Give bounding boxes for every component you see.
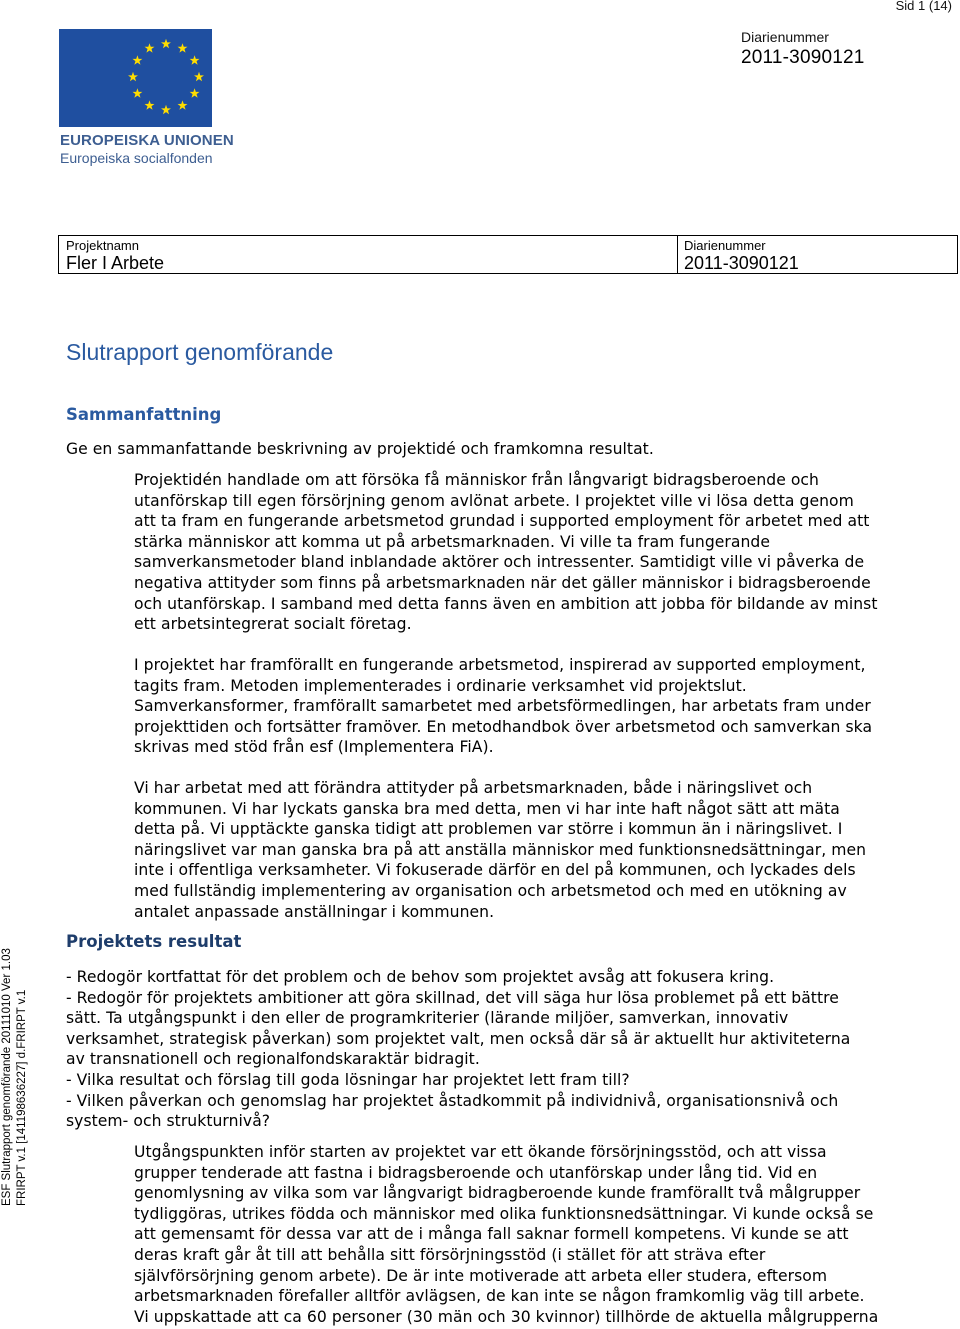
side-text-line2: FRIRPT v.1 [141198636227] d.FRIRPT v.1 xyxy=(16,989,28,1206)
text-line: självförsörjning genom arbete). De är inte motiverade att arbeta eller studera, eftersom xyxy=(134,1266,828,1285)
text-line: detta på. Vi upptäckte ganska tidigt att problemen var större i kommun än i näringslivet. I xyxy=(134,820,843,839)
instruction-line: av transnationell och regionalfondskaraktär bidragit. xyxy=(66,1050,480,1069)
text-line: negativa attityder som finns på arbetsmarknaden när det gäller människor i bidragsberoende xyxy=(134,573,871,592)
summary-paragraph-3 xyxy=(134,778,954,922)
sammanfattning-lead: Ge en sammanfattande beskrivning av projektidé och framkomna resultat. xyxy=(66,440,654,458)
eu-flag-logo xyxy=(59,29,212,127)
text-line: tagits fram. Metoden implementerades i ordinarie verksamhet vid projektslut. xyxy=(134,676,747,695)
text-line: inte i offentliga verksamheter. Vi fokuserade därför en del på kommunen, och lyckades dels xyxy=(134,861,856,880)
text-line: tydliggöras, utrikes födda och människor med olika funktionsnedsättningar. Vi kunde också se xyxy=(134,1204,874,1223)
page-number: Sid 1 (14) xyxy=(895,0,952,13)
instruction-line: verksamhet, strategisk påverkan) som projektet valt, men också där så är aktuellt hur aktiviteterna xyxy=(66,1029,851,1048)
star-icon xyxy=(145,100,155,109)
text-line: ett arbetsintegrerat socialt företag. xyxy=(134,615,412,634)
text-line: skrivas med stöd från esf (Implementera FiA). xyxy=(134,738,494,757)
box-diarienummer-value: 2011-3090121 xyxy=(684,253,799,273)
star-icon xyxy=(194,72,204,81)
text-line: Projektidén handlade om att försöka få människor från långvarigt bidragsberoende och xyxy=(134,471,819,489)
text-line: samverkansmetoder bland inblandade aktörer och intressenter. Samtidigt ville vi påverka de xyxy=(134,553,865,572)
box-diarienummer-label: Diarienummer xyxy=(684,238,766,253)
diarienummer-value: 2011-3090121 xyxy=(741,47,865,68)
instruction-line: system- och strukturnivå? xyxy=(66,1112,271,1131)
text-line: med fullständig implementering av organisation och arbetsmetod och med en utökning av xyxy=(134,881,847,900)
text-line: stärka människor att komma ut på arbetsmarknaden. Vi ville ta fram fungerande xyxy=(134,532,771,551)
eu-logo-text xyxy=(60,132,234,167)
text-line: arbetsmarknaden förefaller alltför avlägsen, de kan inte se någon framkomlig väg till arbete. xyxy=(134,1287,865,1306)
text-line: Vi har arbetat med att förändra attityder på arbetsmarknaden, både i näringslivet och xyxy=(134,779,813,797)
header-diarienummer xyxy=(741,29,865,69)
star-icon xyxy=(190,55,200,64)
document-title: Slutrapport genomförande xyxy=(66,339,334,365)
text-line: att ta fram en fungerande arbetsmetod grundad i supported employment för arbetet med att xyxy=(134,512,870,531)
star-icon xyxy=(190,88,200,97)
summary-paragraph-1 xyxy=(134,470,954,635)
text-line: att gemensamt för dessa var att de i många fall saknar formell kompetens. Vi kunde se att xyxy=(134,1225,849,1244)
instruction-line: - Vilka resultat och förslag till goda lösningar har projektet lett fram till? xyxy=(66,1070,630,1089)
star-icon xyxy=(161,39,171,48)
eu-logo-line1: EUROPEISKA UNIONEN xyxy=(60,132,234,149)
diarienummer-cell xyxy=(678,236,957,273)
star-icon xyxy=(161,105,171,114)
star-icon xyxy=(178,100,188,109)
summary-paragraph-2 xyxy=(134,655,954,758)
star-icon xyxy=(132,88,142,97)
text-line: Samverkansformer, framförallt samarbetet med arbetsförmedlingen, har arbetats fram under xyxy=(134,697,871,716)
instruction-line: sätt. Ta utgångspunkt i den eller de programkriterier (lärande miljöer, samverkan, innovativ xyxy=(66,1009,789,1028)
text-line: kommunen. Vi har lyckats ganska bra med detta, men vi har inte haft något sätt att mäta xyxy=(134,799,840,818)
text-line: I projektet har framförallt en fungerande arbetsmetod, inspirerad av supported employment, xyxy=(134,656,866,674)
star-icon xyxy=(128,72,138,81)
text-line: projekttiden och fortsätter framöver. En metodhandbok över arbetsmetod och samverkan ska xyxy=(134,717,873,736)
sammanfattning-heading: Sammanfattning xyxy=(66,405,222,424)
resultat-heading: Projektets resultat xyxy=(66,932,242,951)
star-icon xyxy=(145,43,155,52)
text-line: utanförskap till egen försörjning genom avlönat arbete. I projektet ville vi lösa detta genom xyxy=(134,491,854,510)
project-info-box xyxy=(58,235,958,274)
resultat-paragraph xyxy=(134,1142,954,1327)
eu-stars-icon xyxy=(59,29,212,127)
text-line: Utgångspunkten inför starten av projektet var ett ökande försörjningsstöd, och att vissa xyxy=(134,1143,827,1161)
eu-logo-line2: Europeiska socialfonden xyxy=(60,150,213,166)
text-line: deras kraft går åt till att behålla sitt försörjningsstöd (i stället för att sträva efter xyxy=(134,1245,766,1264)
side-margin-text xyxy=(0,948,30,1206)
text-line: näringslivet var man ganska bra på att anställa människor med funktionsnedsättningar, men xyxy=(134,840,867,859)
side-text-line1: ESF Slutrapport genomförande 20111010 Ver 1.03 xyxy=(1,948,13,1206)
text-line: och utanförskap. I samband med detta fanns även en ambition att jobba för bildande av minst xyxy=(134,594,878,613)
text-line: Vi uppskattade att ca 60 personer (30 män och 30 kvinnor) tillhörde de aktuella målgrupperna xyxy=(134,1307,879,1326)
resultat-instructions xyxy=(66,967,954,1132)
instruction-line: - Vilken påverkan och genomslag har projektet åstadkommit på individnivå, organisationsnivå och xyxy=(66,1091,839,1110)
diarienummer-label: Diarienummer xyxy=(741,29,829,45)
text-line: antalet anpassade anställningar i kommunen. xyxy=(134,902,495,921)
star-icon xyxy=(178,43,188,52)
project-name-cell xyxy=(59,236,678,273)
project-name-label: Projektnamn xyxy=(66,238,139,253)
text-line: genomlysning av vilka som var långvarigt bidragberoende kunde framförallt två målgrupper xyxy=(134,1184,861,1203)
instruction-line: - Redogör kortfattat för det problem och de behov som projektet avsåg att fokusera kring. xyxy=(66,968,775,986)
text-line: grupper tenderade att fastna i bidragsberoende och utanförskap under lång tid. Vid en xyxy=(134,1163,818,1182)
star-icon xyxy=(132,55,142,64)
project-name-value: Fler I Arbete xyxy=(66,253,165,273)
instruction-line: - Redogör för projektets ambitioner att göra skillnad, det vill säga hur lösa problemet på ett bättre xyxy=(66,988,839,1007)
